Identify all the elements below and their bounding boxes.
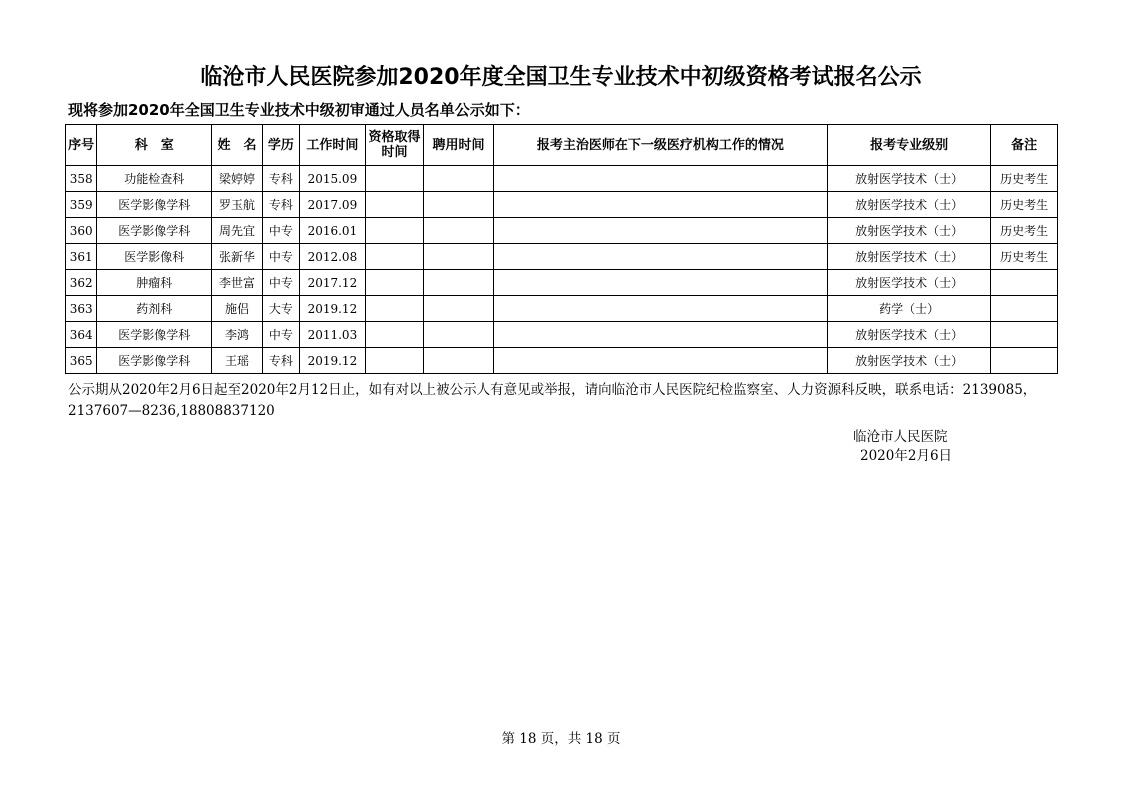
- table-cell: 2015.09: [300, 166, 366, 192]
- table-cell: 医学影像科: [97, 244, 212, 270]
- table-cell: [424, 244, 494, 270]
- roster-table: [65, 124, 1058, 374]
- table-cell: 中专: [262, 218, 299, 244]
- column-header: 资格取得时间: [365, 125, 424, 166]
- column-header: 报考专业级别: [827, 125, 990, 166]
- table-cell: 361: [66, 244, 97, 270]
- table-cell: [365, 270, 424, 296]
- table-cell: 周先宜: [212, 218, 262, 244]
- table-cell: [365, 322, 424, 348]
- table-cell: [424, 296, 494, 322]
- table-cell: 李世富: [212, 270, 262, 296]
- table-cell: [991, 322, 1058, 348]
- table-cell: 张新华: [212, 244, 262, 270]
- column-header: 备注: [991, 125, 1058, 166]
- table-cell: [493, 244, 827, 270]
- table-cell: 施侣: [212, 296, 262, 322]
- table-cell: 363: [66, 296, 97, 322]
- table-row: [66, 348, 1058, 374]
- table-row: [66, 166, 1058, 192]
- column-header: 学历: [262, 125, 299, 166]
- table-cell: [424, 322, 494, 348]
- table-cell: [365, 192, 424, 218]
- table-cell: 历史考生: [991, 166, 1058, 192]
- column-header: 聘用时间: [424, 125, 494, 166]
- table-cell: [424, 166, 494, 192]
- table-cell: 医学影像学科: [97, 348, 212, 374]
- table-cell: [991, 348, 1058, 374]
- table-cell: 历史考生: [991, 244, 1058, 270]
- table-cell: [493, 348, 827, 374]
- table-cell: 医学影像学科: [97, 192, 212, 218]
- table-row: [66, 218, 1058, 244]
- table-cell: 358: [66, 166, 97, 192]
- table-cell: [493, 218, 827, 244]
- table-cell: [424, 270, 494, 296]
- table-cell: 365: [66, 348, 97, 374]
- table-cell: [365, 166, 424, 192]
- table-cell: [493, 166, 827, 192]
- table-cell: 药学（士）: [827, 296, 990, 322]
- table-cell: [493, 192, 827, 218]
- table-cell: 专科: [262, 348, 299, 374]
- table-cell: 大专: [262, 296, 299, 322]
- table-cell: 放射医学技术（士）: [827, 322, 990, 348]
- table-row: [66, 270, 1058, 296]
- table-cell: 梁婷婷: [212, 166, 262, 192]
- table-cell: 360: [66, 218, 97, 244]
- column-header: 姓 名: [212, 125, 262, 166]
- table-cell: 肿瘤科: [97, 270, 212, 296]
- table-cell: 362: [66, 270, 97, 296]
- table-cell: 放射医学技术（士）: [827, 166, 990, 192]
- table-cell: 中专: [262, 322, 299, 348]
- column-header: 报考主治医师在下一级医疗机构工作的情况: [493, 125, 827, 166]
- table-cell: 2019.12: [300, 296, 366, 322]
- table-row: [66, 322, 1058, 348]
- table-cell: 2017.12: [300, 270, 366, 296]
- table-cell: 2012.08: [300, 244, 366, 270]
- table-cell: [365, 218, 424, 244]
- table-cell: 专科: [262, 192, 299, 218]
- table-row: [66, 296, 1058, 322]
- table-cell: 359: [66, 192, 97, 218]
- table-row: [66, 192, 1058, 218]
- table-cell: [991, 270, 1058, 296]
- table-cell: 李鸿: [212, 322, 262, 348]
- table-cell: [424, 218, 494, 244]
- table-cell: [424, 192, 494, 218]
- table-cell: 放射医学技术（士）: [827, 270, 990, 296]
- table-cell: 罗玉航: [212, 192, 262, 218]
- table-cell: 中专: [262, 270, 299, 296]
- table-cell: 放射医学技术（士）: [827, 218, 990, 244]
- table-cell: 2011.03: [300, 322, 366, 348]
- column-header: 工作时间: [300, 125, 366, 166]
- table-cell: [493, 322, 827, 348]
- table-cell: [365, 244, 424, 270]
- table-cell: 中专: [262, 244, 299, 270]
- table-cell: [493, 296, 827, 322]
- document-subtitle: 现将参加2020年全国卫生专业技术中级初审通过人员名单公示如下：: [68, 101, 530, 119]
- table-cell: 364: [66, 322, 97, 348]
- table-cell: 医学影像学科: [97, 218, 212, 244]
- table-cell: [991, 296, 1058, 322]
- table-cell: [424, 348, 494, 374]
- column-header: 序号: [66, 125, 97, 166]
- table-cell: 2017.09: [300, 192, 366, 218]
- table-row: [66, 244, 1058, 270]
- table-cell: 王瑶: [212, 348, 262, 374]
- table-cell: 医学影像学科: [97, 322, 212, 348]
- signature-organization: 临沧市人民医院: [853, 429, 948, 445]
- table-cell: 放射医学技术（士）: [827, 192, 990, 218]
- table-cell: 放射医学技术（士）: [827, 244, 990, 270]
- table-cell: [493, 270, 827, 296]
- table-cell: 2016.01: [300, 218, 366, 244]
- table-cell: 药剂科: [97, 296, 212, 322]
- table-cell: 专科: [262, 166, 299, 192]
- table-cell: 历史考生: [991, 192, 1058, 218]
- table-cell: 放射医学技术（士）: [827, 348, 990, 374]
- signature-date: 2020年2月6日: [860, 448, 953, 464]
- document-title: 临沧市人民医院参加2020年度全国卫生专业技术中初级资格考试报名公示: [200, 65, 922, 90]
- table-cell: [365, 296, 424, 322]
- table-cell: 2019.12: [300, 348, 366, 374]
- table-header-row: [66, 125, 1058, 166]
- table-cell: 历史考生: [991, 218, 1058, 244]
- notice-text: 公示期从2020年2月6日起至2020年2月12日止，如有对以上被公示人有意见或举报，请向临沧市人民医院纪检监察室、人力资源科反映，联系电话：2139085，2137607—8236,18808837120: [68, 382, 1037, 419]
- page-footer: 第 18 页，共 18 页: [501, 731, 621, 747]
- table-cell: 功能检查科: [97, 166, 212, 192]
- column-header: 科 室: [97, 125, 212, 166]
- table-cell: [365, 348, 424, 374]
